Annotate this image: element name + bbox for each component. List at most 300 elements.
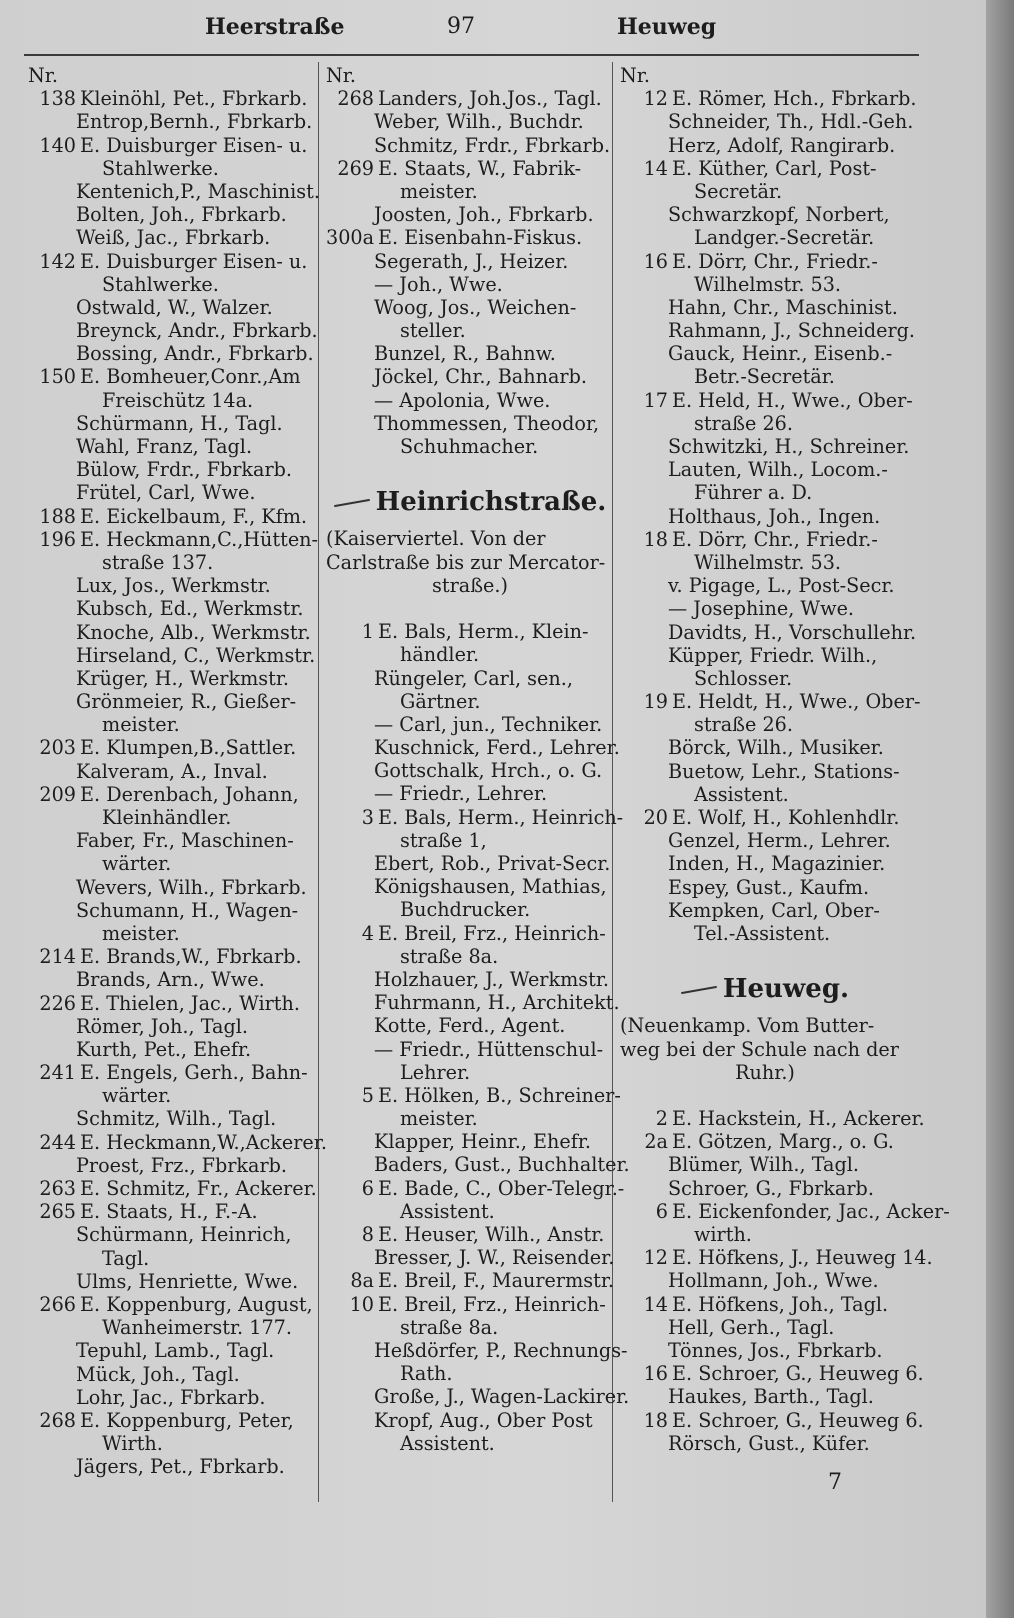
resident-name: Börck, Wilh., Musiker. xyxy=(668,736,884,760)
house-number: 18 xyxy=(643,527,668,551)
resident-name: Kempken, Carl, Ober- xyxy=(668,898,880,922)
house-number: 188 xyxy=(39,504,76,528)
resident-name: — Joh., Wwe. xyxy=(374,272,503,296)
entry-line xyxy=(28,1223,318,1246)
entry-continuation: Wilhelmstr. 53. xyxy=(694,272,842,296)
entry-continuation: Schuhmacher. xyxy=(400,435,539,458)
page-edge xyxy=(986,0,1014,1618)
address-entry xyxy=(326,226,614,249)
resident-name: Kurth, Pet., Ehefr. xyxy=(76,1037,252,1061)
resident-name: Buetow, Lehr., Stations- xyxy=(668,759,900,783)
entry-line xyxy=(28,435,318,458)
resident-name: E. Held, H., Wwe., Ober- xyxy=(672,388,913,412)
resident-name: Davidts, H., Vorschullehr. xyxy=(668,620,917,644)
dash-mark xyxy=(334,499,370,507)
resident-name: E. Koppenburg, August, xyxy=(80,1292,313,1316)
entry-continuation: Assistent. xyxy=(694,782,789,806)
address-entry xyxy=(28,87,318,110)
resident-name: Breynck, Andr., Fbrkarb. xyxy=(76,319,318,343)
resident-name: E. Bals, Herm., Klein- xyxy=(378,620,589,644)
entry-line xyxy=(28,1154,318,1177)
address-entry xyxy=(620,1408,924,1432)
resident-name: Gauck, Heinr., Eisenb.- xyxy=(668,342,893,366)
entry-continuation: meister. xyxy=(400,179,478,203)
resident-name: — Carl, jun., Techniker. xyxy=(374,712,603,736)
entry-line xyxy=(326,713,614,736)
entry-line xyxy=(28,829,318,852)
entry-line xyxy=(326,365,614,388)
street-name xyxy=(620,974,910,1005)
address-entry xyxy=(326,922,614,945)
entry-line xyxy=(28,574,318,597)
resident-name: — Apolonia, Wwe. xyxy=(374,388,551,412)
resident-name: Kotte, Ferd., Agent. xyxy=(374,1014,566,1038)
entry-line xyxy=(326,782,614,805)
entry-line xyxy=(620,899,910,922)
resident-name: Herz, Adolf, Rangirarb. xyxy=(668,133,896,157)
resident-name: Bolten, Joh., Fbrkarb. xyxy=(76,203,287,227)
entry-continuation: meister. xyxy=(102,921,180,945)
address-entry xyxy=(620,1246,933,1270)
resident-name: Mück, Joh., Tagl. xyxy=(76,1362,240,1386)
resident-name: Brands, Arn., Wwe. xyxy=(76,968,265,992)
entry-line xyxy=(28,64,318,87)
resident-name: E. Heldt, H., Wwe., Ober- xyxy=(672,690,921,714)
entry-continuation: Assistent. xyxy=(400,1199,495,1223)
entry-line xyxy=(620,574,910,597)
resident-name: Hell, Gerh., Tagl. xyxy=(668,1315,835,1339)
entry-continuation: händler. xyxy=(400,643,480,667)
resident-name: E. Heckmann,C.,Hütten- xyxy=(80,527,319,551)
address-entry xyxy=(28,134,318,157)
entry-line xyxy=(620,505,910,528)
entry-line xyxy=(326,898,614,921)
entry-line xyxy=(620,736,910,759)
resident-name: Proest, Frz., Fbrkarb. xyxy=(76,1153,288,1177)
resident-name: E. Breil, Frz., Heinrich- xyxy=(378,1292,606,1316)
address-entry xyxy=(620,157,910,180)
address-entry xyxy=(620,388,913,412)
entry-line xyxy=(28,342,318,365)
entry-line xyxy=(326,829,614,852)
entry-line xyxy=(28,110,318,133)
resident-name: E. Schroer, G., Heuweg 6. xyxy=(672,1362,924,1386)
entry-line xyxy=(28,806,318,829)
resident-name: Kubsch, Ed., Werkmstr. xyxy=(76,597,304,621)
entry-line xyxy=(28,319,318,342)
resident-name: Krüger, H., Werkmstr. xyxy=(76,666,290,690)
column-2 xyxy=(326,64,630,1455)
entry-line xyxy=(620,597,910,620)
resident-name: Schmitz, Wilh., Tagl. xyxy=(76,1107,277,1131)
resident-name: Genzel, Herm., Lehrer. xyxy=(668,829,891,853)
entry-line xyxy=(326,64,614,87)
house-number: 14 xyxy=(643,1292,668,1316)
resident-name: E. Engels, Gerh., Bahn- xyxy=(80,1061,308,1085)
house-number: 196 xyxy=(39,527,76,551)
resident-name: Joosten, Joh., Fbrkarb. xyxy=(374,203,594,227)
entry-line xyxy=(28,597,318,620)
resident-name: E. Heckmann,W.,Ackerer. xyxy=(80,1130,327,1154)
resident-name: E. Derenbach, Johann, xyxy=(80,782,299,806)
house-number: 142 xyxy=(39,249,76,273)
entry-continuation: Betr.-Secretär. xyxy=(694,365,835,389)
entry-line xyxy=(620,922,910,945)
resident-name: Gottschalk, Hrch., o. G. xyxy=(374,759,603,783)
spacer xyxy=(326,597,614,620)
address-entry xyxy=(620,806,910,829)
resident-name: E. Schmitz, Fr., Ackerer. xyxy=(80,1177,317,1200)
entry-line xyxy=(620,551,910,574)
resident-name: Woog, Jos., Weichen- xyxy=(374,295,577,319)
resident-name: E. Klumpen,B.,Sattler. xyxy=(80,736,297,760)
house-number: 19 xyxy=(643,690,668,714)
entry-line xyxy=(620,876,910,899)
resident-name: Hirseland, C., Werkmstr. xyxy=(76,643,316,667)
address-entry xyxy=(326,1293,614,1316)
entry-line xyxy=(620,667,910,690)
entry-line xyxy=(620,783,910,806)
entry-line xyxy=(326,527,614,550)
resident-name: — Josephine, Wwe. xyxy=(668,597,855,621)
entry-line xyxy=(326,319,614,342)
entry-line xyxy=(620,1014,910,1037)
entry-continuation: straße 137. xyxy=(102,550,214,574)
resident-name: Tönnes, Jos., Fbrkarb. xyxy=(668,1338,883,1362)
address-entry xyxy=(28,992,318,1015)
resident-name: Thommessen, Theodor, xyxy=(374,411,600,435)
house-number: 6 xyxy=(655,1199,668,1223)
entry-line xyxy=(28,876,318,899)
resident-name: Schürmann, Heinrich, xyxy=(76,1223,292,1247)
address-entry xyxy=(620,528,910,551)
entry-line xyxy=(620,296,910,319)
entry-line xyxy=(620,110,914,134)
resident-name: Hollmann, Joh., Wwe. xyxy=(668,1269,879,1293)
entry-line xyxy=(620,644,910,667)
entry-line xyxy=(28,203,318,226)
resident-name: — Friedr., Lehrer. xyxy=(374,782,548,806)
resident-name: E. Höfkens, Joh., Tagl. xyxy=(672,1292,889,1316)
resident-name: E. Breil, Frz., Heinrich- xyxy=(378,921,606,945)
street-description: (Neuenkamp. Vom Butter- xyxy=(620,1014,875,1038)
house-number: 20 xyxy=(643,806,668,829)
resident-name: E. Schroer, G., Heuweg 6. xyxy=(672,1408,924,1432)
column-3 xyxy=(620,64,950,1455)
entry-continuation: Freischütz 14a. xyxy=(102,388,254,412)
address-entry xyxy=(28,528,318,551)
entry-continuation: straße 26. xyxy=(694,411,793,435)
resident-name: E. Wolf, H., Kohlenhdlr. xyxy=(672,806,900,829)
page-number: 97 xyxy=(447,14,475,39)
resident-name: Wevers, Wilh., Fbrkarb. xyxy=(76,875,307,899)
entry-continuation: straße 8a. xyxy=(400,944,499,968)
address-entry xyxy=(620,87,917,111)
resident-name: E. Brands,W., Fbrkarb. xyxy=(80,945,302,969)
sheet-signature: 7 xyxy=(828,1470,842,1495)
street-heading xyxy=(620,968,910,1014)
entry-line xyxy=(28,1270,318,1293)
house-number: 214 xyxy=(39,945,76,969)
entry-continuation: Tagl. xyxy=(102,1246,150,1270)
entry-line xyxy=(620,342,910,365)
entry-line xyxy=(620,64,910,87)
resident-name: E. Duisburger Eisen- u. xyxy=(80,249,308,273)
resident-name: Holthaus, Joh., Ingen. xyxy=(668,504,881,528)
column-1 xyxy=(28,64,327,1479)
entry-continuation: Gärtner. xyxy=(400,689,481,713)
entry-line xyxy=(28,226,318,249)
entry-continuation: meister. xyxy=(400,1107,478,1131)
house-number: 209 xyxy=(39,782,76,806)
entry-line xyxy=(326,412,614,435)
entry-line xyxy=(28,1455,318,1478)
address-entry xyxy=(28,505,318,528)
resident-name: E. Hölken, B., Schreiner- xyxy=(378,1083,621,1107)
entry-line xyxy=(620,1177,910,1200)
entry-continuation: steller. xyxy=(400,319,466,343)
entry-line xyxy=(620,713,910,736)
house-number: 5 xyxy=(361,1083,374,1107)
resident-name: Ostwald, W., Walzer. xyxy=(76,295,273,319)
entry-line xyxy=(326,134,614,157)
house-number: 268 xyxy=(337,87,374,111)
house-number: 266 xyxy=(39,1292,76,1316)
entry-line xyxy=(620,273,910,296)
entry-line xyxy=(326,1153,630,1177)
entry-line xyxy=(28,690,318,713)
entry-line xyxy=(326,1014,614,1037)
entry-line xyxy=(28,968,318,991)
resident-name: E. Bomheuer,Conr.,Am xyxy=(80,365,301,389)
entry-line xyxy=(326,551,614,574)
resident-name: Haukes, Barth., Tagl. xyxy=(668,1385,874,1409)
resident-name: Holzhauer, J., Werkmstr. xyxy=(374,967,610,991)
column-header: Nr. xyxy=(620,64,650,87)
column-header: Nr. xyxy=(326,64,356,87)
resident-name: Weber, Wilh., Buchdr. xyxy=(374,110,584,134)
entry-continuation: Landger.-Secretär. xyxy=(694,226,875,250)
entry-continuation: Kleinhändler. xyxy=(102,806,232,829)
entry-line xyxy=(28,1038,318,1061)
resident-name: E. Dörr, Chr., Friedr.- xyxy=(672,249,878,273)
entry-line xyxy=(28,1432,318,1455)
entry-line xyxy=(326,945,614,968)
entry-line xyxy=(620,134,910,157)
entry-line xyxy=(326,1338,628,1362)
entry-line xyxy=(28,713,318,736)
resident-name: E. Höfkens, J., Heuweg 14. xyxy=(672,1246,933,1270)
house-number: 244 xyxy=(39,1130,76,1154)
resident-name: E. Koppenburg, Peter, xyxy=(80,1408,294,1432)
entry-line xyxy=(326,273,614,296)
entry-line xyxy=(326,1061,614,1084)
resident-name: Große, J., Wagen-Lackirer. xyxy=(374,1385,630,1409)
resident-name: Rahmann, J., Schneiderg. xyxy=(668,319,916,343)
house-number: 3 xyxy=(361,805,374,829)
house-number: 10 xyxy=(349,1292,374,1316)
entry-line xyxy=(620,1339,910,1362)
resident-name: E. Dörr, Chr., Friedr.- xyxy=(672,527,878,551)
entry-line xyxy=(620,760,910,783)
resident-name: E. Küther, Carl, Post- xyxy=(672,156,877,180)
entry-line xyxy=(28,644,318,667)
entry-line xyxy=(326,574,614,597)
house-number: 18 xyxy=(643,1408,668,1432)
entry-line xyxy=(326,110,614,133)
entry-line xyxy=(28,852,318,875)
entry-line xyxy=(620,412,910,435)
entry-continuation: wirth. xyxy=(694,1223,752,1246)
resident-name: Schumann, H., Wagen- xyxy=(76,898,299,922)
address-entry xyxy=(620,1107,925,1131)
house-number: 241 xyxy=(39,1061,76,1085)
entry-line xyxy=(326,736,620,760)
street-description: straße.) xyxy=(432,573,508,597)
house-number: 2a xyxy=(644,1130,668,1154)
resident-name: Schneider, Th., Hdl.-Geh. xyxy=(668,110,914,134)
resident-name: E. Staats, H., F.-A. xyxy=(80,1200,258,1224)
entry-line xyxy=(326,203,614,226)
entry-continuation: Wirth. xyxy=(102,1432,163,1456)
entry-line xyxy=(620,458,910,481)
entry-continuation: straße 1, xyxy=(400,828,487,852)
entry-line xyxy=(28,180,318,203)
house-number: 263 xyxy=(39,1177,76,1200)
resident-name: Rörsch, Gust., Küfer. xyxy=(668,1431,870,1455)
resident-name: E. Eickenfonder, Jac., Acker- xyxy=(672,1199,950,1223)
resident-name: Entrop,Bernh., Fbrkarb. xyxy=(76,110,313,134)
entry-line xyxy=(620,1269,910,1292)
entry-line xyxy=(28,1339,318,1362)
entry-line xyxy=(326,342,614,365)
entry-line xyxy=(28,1015,318,1038)
entry-continuation: straße 8a. xyxy=(400,1315,499,1339)
entry-line xyxy=(326,1130,614,1153)
entry-line xyxy=(620,203,910,226)
resident-name: Kalveram, A., Inval. xyxy=(76,759,268,783)
resident-name: E. Staats, W., Fabrik- xyxy=(378,156,582,180)
entry-line xyxy=(620,180,910,203)
street-name xyxy=(326,487,614,518)
entry-line xyxy=(620,1316,910,1339)
entry-line xyxy=(28,899,318,922)
resident-name: E. Breil, F., Maurermstr. xyxy=(378,1269,614,1293)
resident-name: Kleinöhl, Pet., Fbrkarb. xyxy=(80,87,308,111)
entry-line xyxy=(28,1107,318,1130)
entry-line xyxy=(326,875,614,898)
entry-line xyxy=(326,1038,614,1061)
resident-name: Ulms, Henriette, Wwe. xyxy=(76,1269,299,1293)
resident-name: Faber, Fr., Maschinen- xyxy=(76,829,294,853)
entry-line xyxy=(326,1385,630,1409)
entry-line xyxy=(28,296,318,319)
address-entry xyxy=(620,1199,950,1223)
resident-name: Lohr, Jac., Fbrkarb. xyxy=(76,1385,266,1409)
resident-name: E. Hackstein, H., Ackerer. xyxy=(672,1107,925,1131)
address-entry xyxy=(620,1293,910,1316)
resident-name: Inden, H., Magazinier. xyxy=(668,852,886,876)
street-description: Ruhr.) xyxy=(735,1060,795,1084)
resident-name: Rüngeler, Carl, sen., xyxy=(374,666,573,690)
entry-line xyxy=(620,620,917,644)
resident-name: Schmitz, Frdr., Fbrkarb. xyxy=(374,133,611,157)
entry-line xyxy=(326,968,614,991)
resident-name: Frütel, Carl, Wwe. xyxy=(76,481,256,505)
entry-line xyxy=(326,1107,614,1130)
street-name-text: Heuweg. xyxy=(722,974,850,1005)
address-entry xyxy=(620,690,921,714)
entry-line xyxy=(326,1432,614,1455)
resident-name: Bossing, Andr., Fbrkarb. xyxy=(76,342,314,366)
resident-name: Tepuhl, Lamb., Tagl. xyxy=(76,1339,275,1363)
resident-name: E. Bade, C., Ober-Telegr.- xyxy=(378,1176,625,1200)
entry-line xyxy=(326,1362,614,1385)
entry-continuation: Wanheimerstr. 177. xyxy=(102,1316,292,1340)
resident-name: Jöckel, Chr., Bahnarb. xyxy=(374,365,587,389)
header-right-street: Heuweg xyxy=(617,14,717,40)
resident-name: Heßdörfer, P., Rechnungs- xyxy=(374,1338,628,1362)
resident-name: Blümer, Wilh., Tagl. xyxy=(668,1153,859,1177)
resident-name: Grönmeier, R., Gießer- xyxy=(76,690,297,714)
entry-line xyxy=(620,226,910,249)
entry-line xyxy=(28,412,318,435)
entry-continuation: Buchdrucker. xyxy=(400,898,531,922)
house-number: 203 xyxy=(39,736,76,760)
entry-line xyxy=(326,759,614,782)
resident-name: — Friedr., Hüttenschul- xyxy=(374,1037,604,1061)
house-number: 12 xyxy=(643,87,668,111)
resident-name: Kentenich,P., Maschinist. xyxy=(76,179,320,203)
entry-continuation: Lehrer. xyxy=(400,1060,471,1084)
resident-name: E. Römer, Hch., Fbrkarb. xyxy=(672,87,917,111)
resident-name: Schürmann, H., Tagl. xyxy=(76,411,283,435)
column-header: Nr. xyxy=(28,64,58,87)
resident-name: Lauten, Wilh., Locom.- xyxy=(668,458,888,482)
entry-continuation: Secretär. xyxy=(694,179,783,203)
resident-name: Bresser, J. W., Reisender. xyxy=(374,1246,615,1270)
entry-line xyxy=(620,852,910,875)
resident-name: Baders, Gust., Buchhalter. xyxy=(374,1153,630,1177)
address-entry xyxy=(28,1293,318,1316)
house-number: 268 xyxy=(39,1408,76,1432)
entry-continuation: Stahlwerke. xyxy=(102,272,219,296)
resident-name: E. Heuser, Wilh., Anstr. xyxy=(378,1223,605,1246)
resident-name: Weiß, Jac., Fbrkarb. xyxy=(76,226,271,250)
entry-line xyxy=(326,435,614,458)
house-number: 14 xyxy=(643,156,668,180)
address-entry xyxy=(28,1061,318,1084)
resident-name: Bunzel, R., Bahnw. xyxy=(374,342,556,366)
address-entry xyxy=(620,1130,910,1153)
resident-name: Espey, Gust., Kaufm. xyxy=(668,875,870,899)
resident-name: Wahl, Franz, Tagl. xyxy=(76,435,253,458)
entry-line xyxy=(28,621,318,644)
address-entry xyxy=(28,1200,318,1223)
entry-line xyxy=(28,1247,318,1270)
entry-line xyxy=(28,1386,318,1409)
house-number: 1 xyxy=(361,620,374,644)
spacer xyxy=(326,458,614,481)
address-entry xyxy=(28,365,318,388)
address-entry xyxy=(28,1409,318,1432)
entry-line xyxy=(326,1316,614,1339)
resident-name: Schwarzkopf, Norbert, xyxy=(668,203,890,227)
entry-line xyxy=(28,1084,318,1107)
resident-name: Klapper, Heinr., Ehefr. xyxy=(374,1130,592,1154)
entry-continuation: Stahlwerke. xyxy=(102,156,219,180)
resident-name: Kropf, Aug., Ober Post xyxy=(374,1408,593,1432)
